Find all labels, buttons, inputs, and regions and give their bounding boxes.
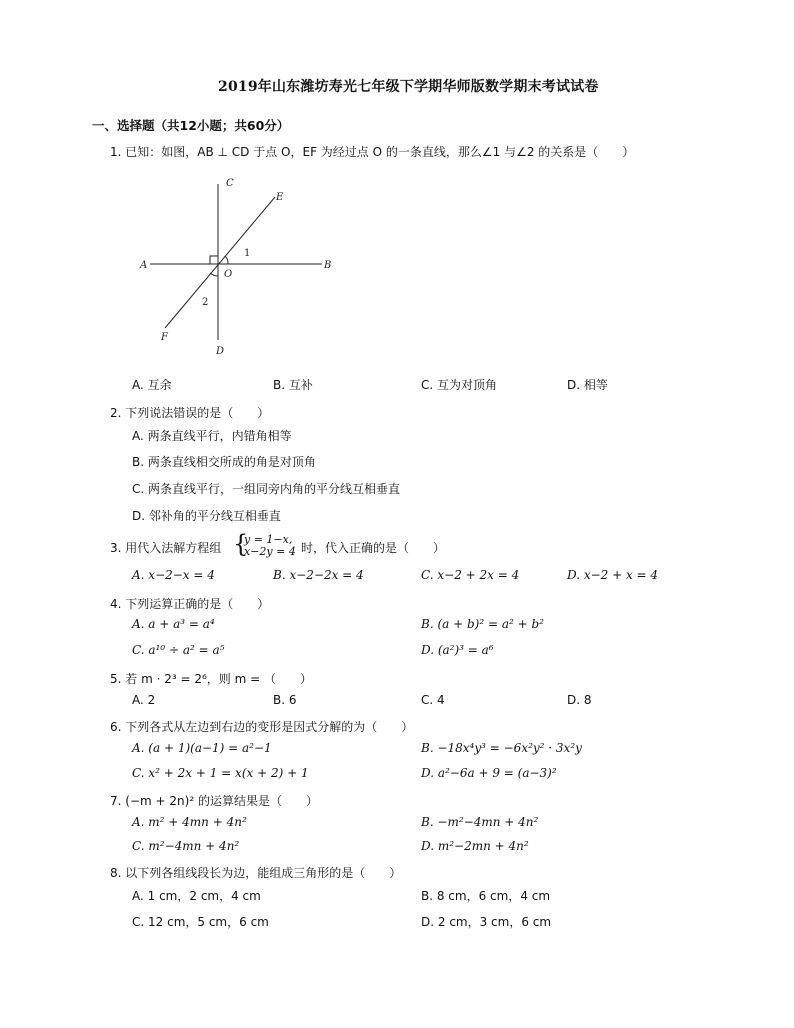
question-text: 已知：如图，AB ⊥ CD 于点 O，EF 为经过点 O 的一条直线，那么∠1 与∠2 的关系是（ ） xyxy=(125,145,635,159)
q7-option-c[interactable]: C. m²−4mn + 4n² xyxy=(132,839,240,853)
angle-2-arc xyxy=(210,273,218,276)
label-d: D xyxy=(216,346,225,357)
equation-line-2: x−2y = 4 xyxy=(244,545,296,558)
line-ef xyxy=(165,197,275,328)
q3-option-c[interactable]: C. x−2 + 2x = 4 xyxy=(421,568,520,582)
q8-option-a[interactable]: A. 1 cm，2 cm，4 cm xyxy=(132,889,261,903)
label-angle-1: 1 xyxy=(244,248,251,259)
right-angle-mark xyxy=(210,256,218,264)
q1-option-a[interactable]: A. 互余 xyxy=(132,378,172,392)
question-text: (−m + 2n)² 的运算结果是（ ） xyxy=(125,794,318,808)
question-6 xyxy=(110,718,413,735)
q5-option-c[interactable]: C. 4 xyxy=(421,693,445,707)
question-8 xyxy=(110,864,401,881)
label-f: F xyxy=(161,332,168,343)
q4-option-b[interactable]: B. (a + b)² = a² + b² xyxy=(421,617,544,631)
question-text-before: 用代入法解方程组 xyxy=(125,541,222,555)
q4-option-a[interactable]: A. a + a³ = a⁴ xyxy=(132,617,215,631)
question-number: 8. xyxy=(110,866,122,880)
question-text: 下列各式从左边到右边的变形是因式分解的为（ ） xyxy=(125,720,414,734)
q8-option-b[interactable]: B. 8 cm，6 cm，4 cm xyxy=(421,889,551,903)
q7-option-a[interactable]: A. m² + 4mn + 4n² xyxy=(132,815,247,829)
question-2 xyxy=(110,404,269,421)
q2-option-d[interactable]: D. 邻补角的平分线互相垂直 xyxy=(132,509,281,523)
label-e: E xyxy=(276,192,284,203)
q1-option-c[interactable]: C. 互为对顶角 xyxy=(421,378,498,392)
question-number: 7. xyxy=(110,794,122,808)
question-3 xyxy=(110,539,221,556)
question-number: 3. xyxy=(110,541,122,555)
label-a: A xyxy=(140,260,148,271)
question-number: 1. xyxy=(110,145,122,159)
q2-option-b[interactable]: B. 两条直线相交所成的角是对顶角 xyxy=(132,455,316,469)
label-angle-2: 2 xyxy=(202,297,209,308)
geometry-figure xyxy=(130,170,340,360)
q5-option-b[interactable]: B. 6 xyxy=(273,693,297,707)
q4-option-d[interactable]: D. (a²)³ = a⁶ xyxy=(421,643,494,657)
question-number: 4. xyxy=(110,597,122,611)
question-text: 若 m · 2³ = 2⁶，则 m = （ ） xyxy=(125,672,312,686)
q4-option-c[interactable]: C. a¹⁰ ÷ a² = a⁵ xyxy=(132,643,225,657)
q5-option-d[interactable]: D. 8 xyxy=(567,693,592,707)
q6-option-b[interactable]: B. −18x⁴y³ = −6x²y² · 3x²y xyxy=(421,741,582,755)
question-number: 6. xyxy=(110,720,122,734)
question-text: 下列说法错误的是（ ） xyxy=(125,406,270,420)
q7-option-d[interactable]: D. m²−2mn + 4n² xyxy=(421,839,529,853)
question-1 xyxy=(110,143,634,160)
equation-line-1: y = 1−x, xyxy=(244,533,293,546)
q5-option-a[interactable]: A. 2 xyxy=(132,693,156,707)
q6-option-d[interactable]: D. a²−6a + 9 = (a−3)² xyxy=(421,766,557,780)
question-number: 5. xyxy=(110,672,122,686)
q3-option-a[interactable]: A. x−2−x = 4 xyxy=(132,568,215,582)
question-text-after: 时，代入正确的是（ ） xyxy=(301,541,446,555)
question-5 xyxy=(110,670,312,687)
angle-1-arc xyxy=(225,256,228,264)
q3-option-d[interactable]: D. x−2 + x = 4 xyxy=(567,568,659,582)
q2-option-c[interactable]: C. 两条直线平行，一组同旁内角的平分线互相垂直 xyxy=(132,482,401,496)
question-text: 以下列各组线段长为边，能组成三角形的是（ ） xyxy=(125,866,402,880)
label-b: B xyxy=(324,260,332,271)
equation-system-brace: { xyxy=(233,530,249,558)
q7-option-b[interactable]: B. −m²−4mn + 4n² xyxy=(421,815,539,829)
q8-option-c[interactable]: C. 12 cm，5 cm，6 cm xyxy=(132,915,269,929)
q1-option-d[interactable]: D. 相等 xyxy=(567,378,608,392)
q6-option-c[interactable]: C. x² + 2x + 1 = x(x + 2) + 1 xyxy=(132,766,309,780)
q2-option-a[interactable]: A. 两条直线平行，内错角相等 xyxy=(132,429,292,443)
section-heading: 一、选择题（共12小题；共60分） xyxy=(92,118,290,133)
q1-option-b[interactable]: B. 互补 xyxy=(273,378,313,392)
question-7 xyxy=(110,792,318,809)
q6-option-a[interactable]: A. (a + 1)(a−1) = a²−1 xyxy=(132,741,272,755)
question-number: 2. xyxy=(110,406,122,420)
page-title: 2019年山东潍坊寿光七年级下学期华师版数学期末考试试卷 xyxy=(218,79,599,95)
label-c: C xyxy=(226,178,234,189)
question-text: 下列运算正确的是（ ） xyxy=(125,597,270,611)
question-4 xyxy=(110,595,269,612)
q8-option-d[interactable]: D. 2 cm，3 cm，6 cm xyxy=(421,915,552,929)
label-o: O xyxy=(224,269,233,280)
q3-option-b[interactable]: B. x−2−2x = 4 xyxy=(273,568,364,582)
